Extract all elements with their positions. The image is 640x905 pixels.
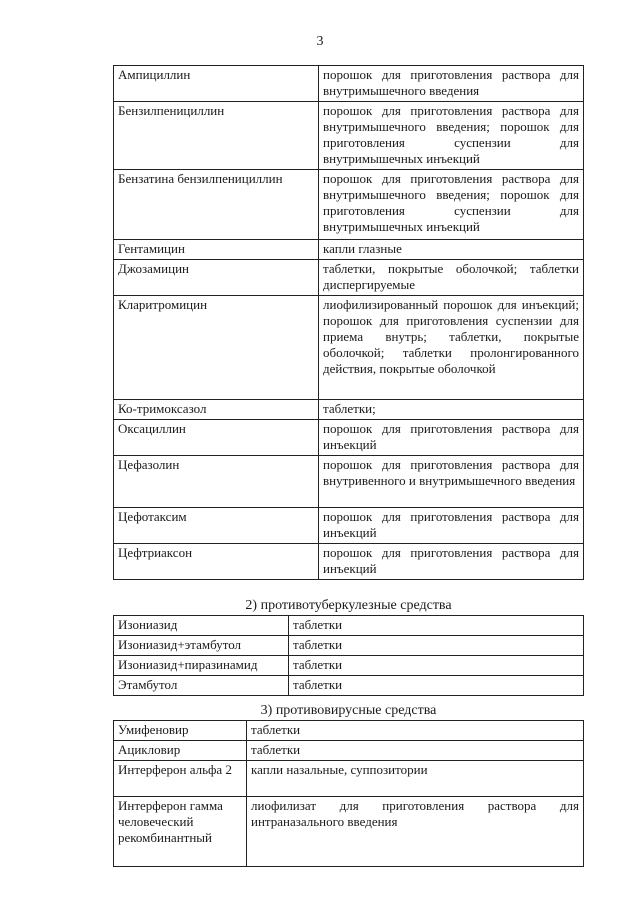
table-row [114,797,584,867]
table-row [114,400,584,420]
table-row [114,761,584,797]
table-row [114,102,584,170]
dosage-form: лиофилизированный порошок для инъекций; порошок для приготовления суспензии для приема внутрь; таблетки, покрытые оболочкой; таблетки пролонгированного действия, покрытые оболочкой [319,296,584,400]
table-row [114,676,584,696]
section-title: 2) противотуберкулезные средства [245,598,452,613]
drug-name: Бензатина бензилпенициллин [114,170,319,240]
table-row [114,420,584,456]
dosage-form: порошок для приготовления раствора для инъекций [319,420,584,456]
dosage-form: порошок для приготовления раствора для внутривенного и внутримышечного введения [319,456,584,508]
table-row [114,260,584,296]
antiviral-table [113,720,584,867]
dosage-form: таблетки [247,721,584,741]
drug-name: Интерферон альфа 2 [114,761,247,797]
dosage-form: таблетки [289,656,584,676]
dosage-form: порошок для приготовления раствора для внутримышечного введения [319,66,584,102]
dosage-form: лиофилизат для приготовления раствора для интраназального введения [247,797,584,867]
dosage-form: капли глазные [319,240,584,260]
drug-name: Этамбутол [114,676,289,696]
dosage-form: таблетки [289,676,584,696]
dosage-form: порошок для приготовления раствора для инъекций [319,544,584,580]
dosage-form: порошок для приготовления раствора для инъекций [319,508,584,544]
dosage-form: капли назальные, суппозитории [247,761,584,797]
table-row [114,544,584,580]
drug-name: Ампициллин [114,66,319,102]
table-row [114,616,584,636]
table-row [114,741,584,761]
table-row [114,66,584,102]
dosage-form: таблетки [247,741,584,761]
drug-name: Цефтриаксон [114,544,319,580]
table-row [114,721,584,741]
section-title: 3) противовирусные средства [260,703,437,718]
antituberculosis-table [113,615,584,696]
table-row [114,636,584,656]
antibiotics-table [113,65,584,580]
table-row [114,170,584,240]
drug-name: Ко-тримоксазол [114,400,319,420]
drug-name: Цефотаксим [114,508,319,544]
table-row [114,656,584,676]
table-row [114,508,584,544]
table-row [114,296,584,400]
dosage-form: порошок для приготовления раствора для внутримышечного введения; порошок для приготовления суспензии для внутримышечных инъекций [319,102,584,170]
drug-name: Джозамицин [114,260,319,296]
drug-name: Кларитромицин [114,296,319,400]
drug-name: Бензилпенициллин [114,102,319,170]
table-row [114,240,584,260]
drug-name: Умифеновир [114,721,247,741]
drug-name: Гентамицин [114,240,319,260]
dosage-form: таблетки [289,616,584,636]
drug-name: Интерферон гамма человеческий рекомбинантный [114,797,247,867]
dosage-form: порошок для приготовления раствора для внутримышечного введения; порошок для приготовления суспензии для внутримышечных инъекций [319,170,584,240]
page-number: 3 [316,34,324,49]
table-row [114,456,584,508]
drug-name: Изониазид+пиразинамид [114,656,289,676]
drug-name: Оксациллин [114,420,319,456]
drug-name: Изониазид+этамбутол [114,636,289,656]
dosage-form: таблетки [289,636,584,656]
dosage-form: таблетки; [319,400,584,420]
drug-name: Ацикловир [114,741,247,761]
drug-name: Изониазид [114,616,289,636]
dosage-form: таблетки, покрытые оболочкой; таблетки диспергируемые [319,260,584,296]
drug-name: Цефазолин [114,456,319,508]
